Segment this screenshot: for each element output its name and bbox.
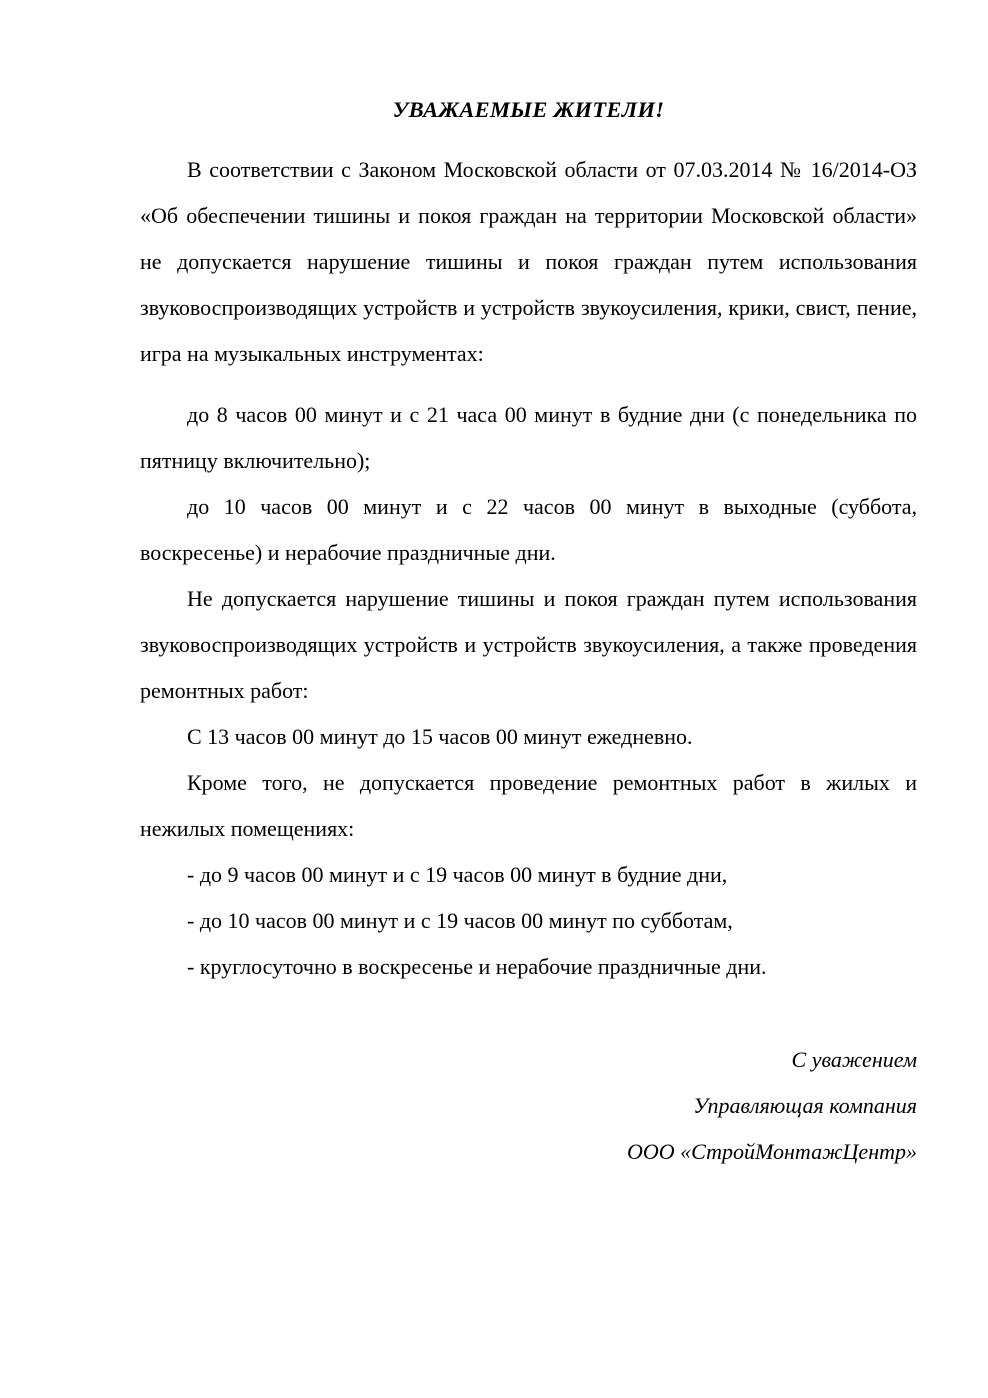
repair-hours-saturdays: - до 10 часов 00 минут и с 19 часов 00 минут по субботам, <box>187 908 733 933</box>
repair-hours-sundays: - круглосуточно в воскресенье и нерабочие праздничные дни. <box>187 954 767 979</box>
quiet-hours-weekends: до 10 часов 00 минут и с 22 часов 00 минут в выходные (суббота, воскресенье) и нерабочие праздничные дни. <box>140 494 917 565</box>
signature-closing: С уважением <box>791 1047 917 1072</box>
signature-company-name: ООО «СтройМонтажЦентр» <box>626 1139 917 1164</box>
document-content <box>140 87 917 1175</box>
signature-block <box>140 1037 917 1175</box>
daily-quiet-break-paragraph: С 13 часов 00 минут до 15 часов 00 минут ежедневно. <box>187 724 693 749</box>
document-title: УВАЖАЕМЫЕ ЖИТЕЛИ! <box>392 97 665 122</box>
quiet-hours-weekdays: до 8 часов 00 минут и с 21 часа 00 минут в будние дни (с понедельника по пятницу включительно); <box>140 402 917 473</box>
repair-works-intro-paragraph: Кроме того, не допускается проведение ремонтных работ в жилых и нежилых помещениях: <box>140 770 917 841</box>
signature-company-type: Управляющая компания <box>693 1093 917 1118</box>
repair-hours-weekdays: - до 9 часов 00 минут и с 19 часов 00 минут в будние дни, <box>187 862 728 887</box>
repair-restriction-paragraph: Не допускается нарушение тишины и покоя граждан путем использования звуковоспроизводящих устройств и устройств звукоусиления, а также проведения ремонтных работ: <box>140 586 917 703</box>
intro-paragraph: В соответствии с Законом Московской области от 07.03.2014 № 16/2014-ОЗ «Об обеспечении тишины и покоя граждан на территории Московской области» не допускается нарушение тишины и покоя граждан путем использования звуковоспроизводящих устройств и устройств звукоусиления, крики, свист, пение, игра на музыкальных инструментах: <box>140 157 917 366</box>
